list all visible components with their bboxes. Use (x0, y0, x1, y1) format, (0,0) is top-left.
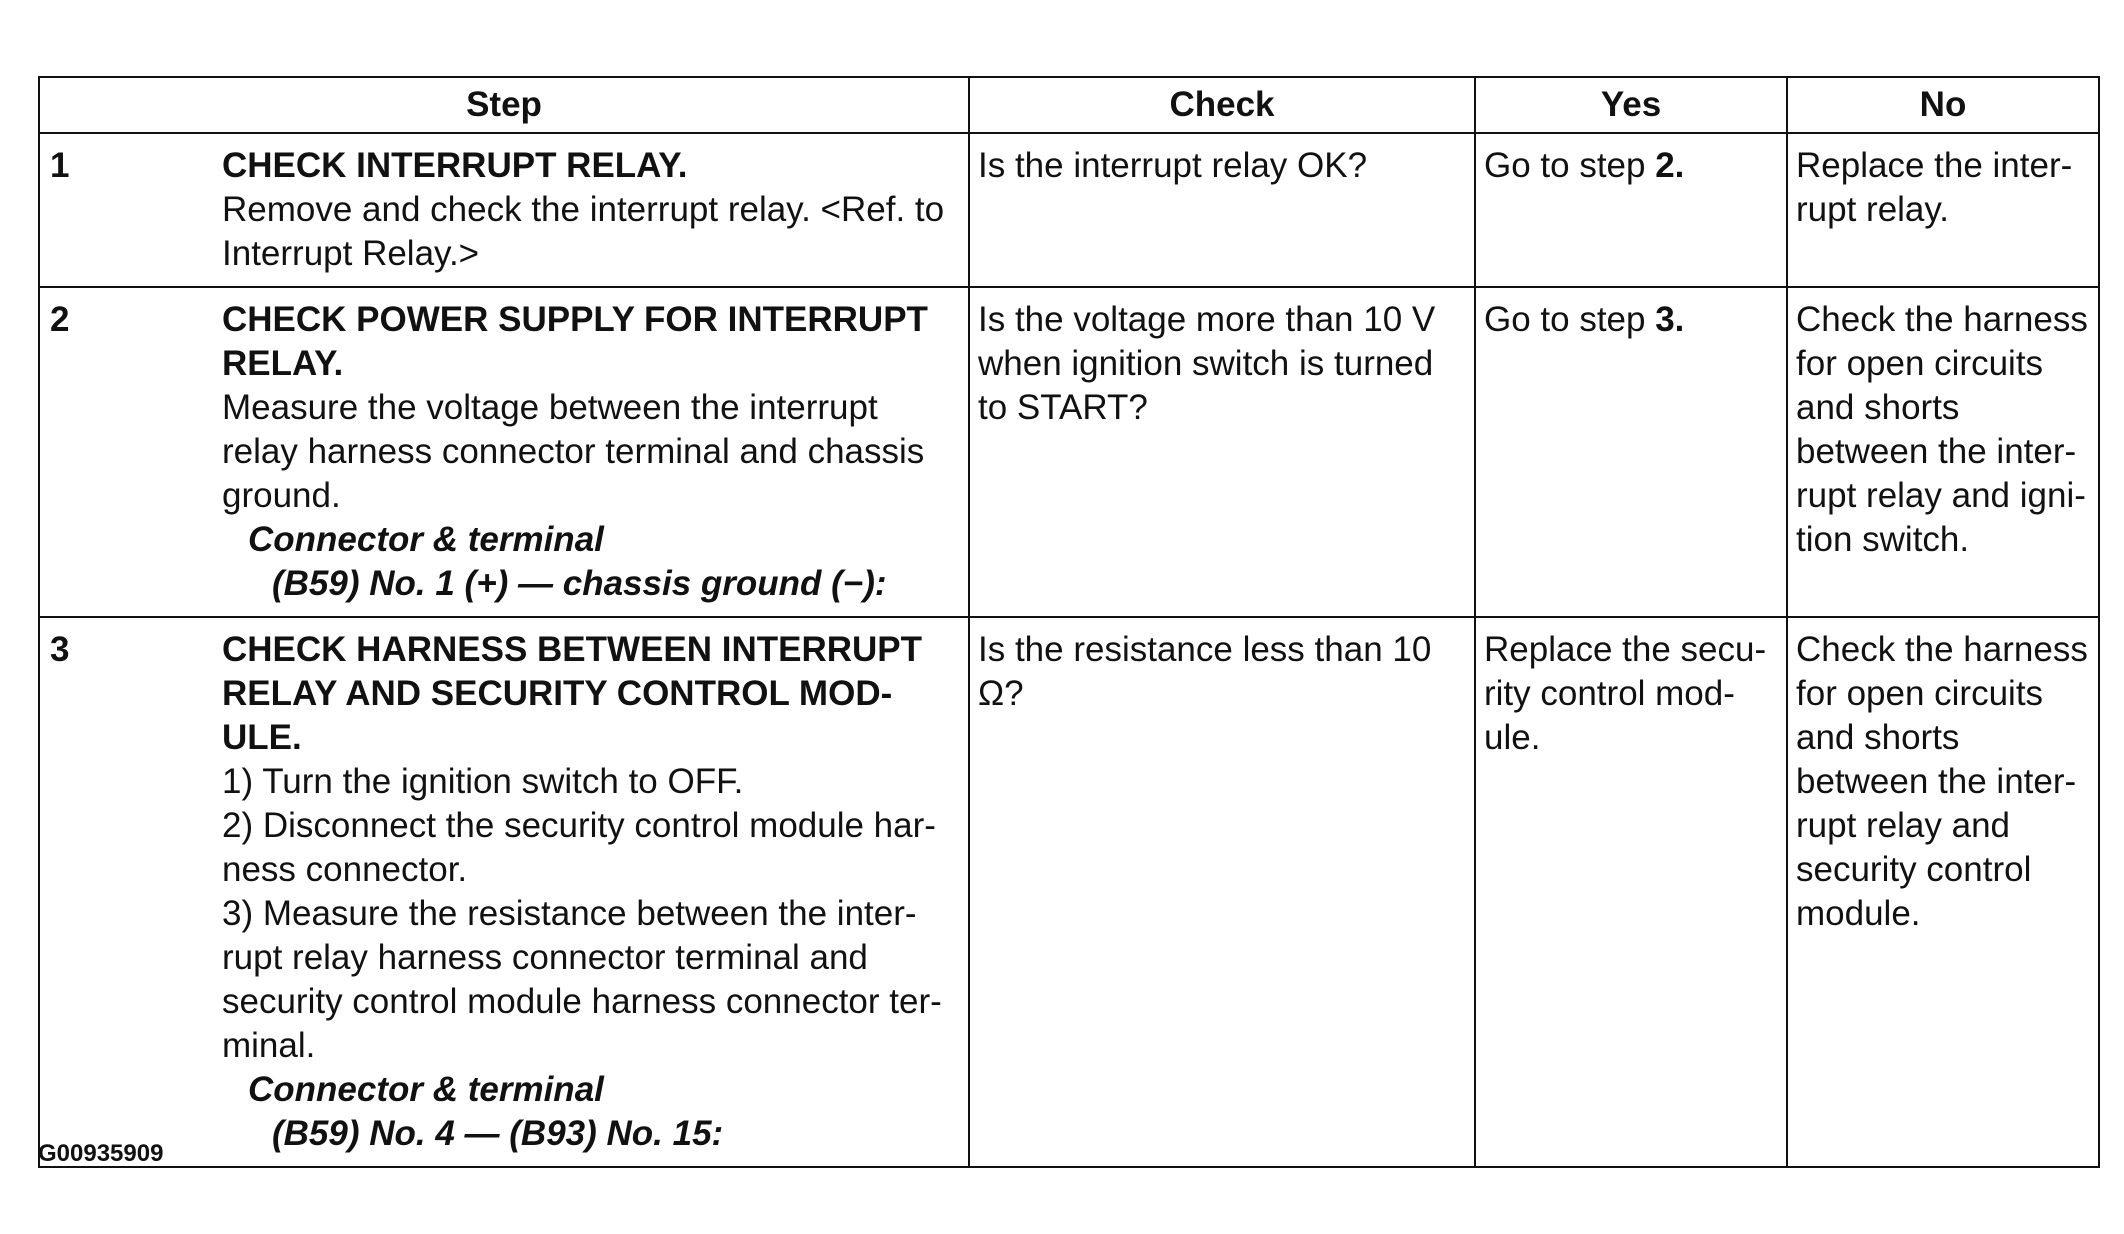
table-row (39, 287, 2099, 617)
step-cell (39, 287, 969, 617)
table-row (39, 133, 2099, 287)
yes-cell (1475, 133, 1787, 287)
step-instruction: 3) Measure the resistance between the inter-rupt relay harness connector terminal and security control module harness connector ter-minal. (222, 894, 942, 1065)
step-cell (39, 617, 969, 1167)
no-cell: Replace the inter-rupt relay. (1787, 133, 2099, 287)
table-row (39, 617, 2099, 1167)
header-yes: Yes (1475, 77, 1787, 133)
yes-step-ref: 3. (1655, 300, 1685, 339)
step-title: CHECK HARNESS BETWEEN INTERRUPT RELAY AND SECURITY CONTROL MOD-ULE. (222, 630, 923, 757)
step-instruction: 2) Disconnect the security control module har-ness connector. (222, 806, 936, 889)
yes-text: Go to step (1484, 146, 1656, 185)
step-number: 3 (50, 630, 70, 669)
step-instruction: Remove and check the interrupt relay. <Ref. to Interrupt Relay.> (222, 190, 945, 273)
header-check: Check (969, 77, 1475, 133)
figure-id: G00935909 (38, 1140, 164, 1167)
connector-label: Connector & terminal (248, 1070, 604, 1109)
step-title: CHECK POWER SUPPLY FOR INTERRUPT RELAY. (222, 300, 928, 383)
step-title: CHECK INTERRUPT RELAY. (222, 146, 688, 185)
step-number: 1 (50, 146, 70, 185)
header-row (39, 77, 2099, 133)
yes-text: Go to step (1484, 300, 1656, 339)
yes-text: Replace the secu-rity control mod-ule. (1484, 630, 1767, 757)
connector-label: Connector & terminal (248, 520, 604, 559)
yes-cell (1475, 287, 1787, 617)
yes-cell (1475, 617, 1787, 1167)
step-instruction: 1) Turn the ignition switch to OFF. (222, 762, 744, 801)
connector-value: (B59) No. 1 (+) — chassis ground (−): (272, 564, 887, 603)
diagnostic-table (38, 76, 2100, 1168)
connector-value: (B59) No. 4 — (B93) No. 15: (272, 1114, 724, 1153)
check-cell: Is the resistance less than 10 Ω? (969, 617, 1475, 1167)
step-cell (39, 133, 969, 287)
step-instruction: Measure the voltage between the interrupt relay harness connector terminal and chassis ground. (222, 388, 925, 515)
header-no: No (1787, 77, 2099, 133)
yes-step-ref: 2. (1655, 146, 1685, 185)
check-cell: Is the interrupt relay OK? (969, 133, 1475, 287)
header-step: Step (39, 77, 969, 133)
no-cell: Check the harness for open circuits and shorts between the inter-rupt relay and security control module. (1787, 617, 2099, 1167)
check-cell: Is the voltage more than 10 V when ignition switch is turned to START? (969, 287, 1475, 617)
step-number: 2 (50, 300, 70, 339)
no-cell: Check the harness for open circuits and shorts between the inter-rupt relay and igni-tion switch. (1787, 287, 2099, 617)
